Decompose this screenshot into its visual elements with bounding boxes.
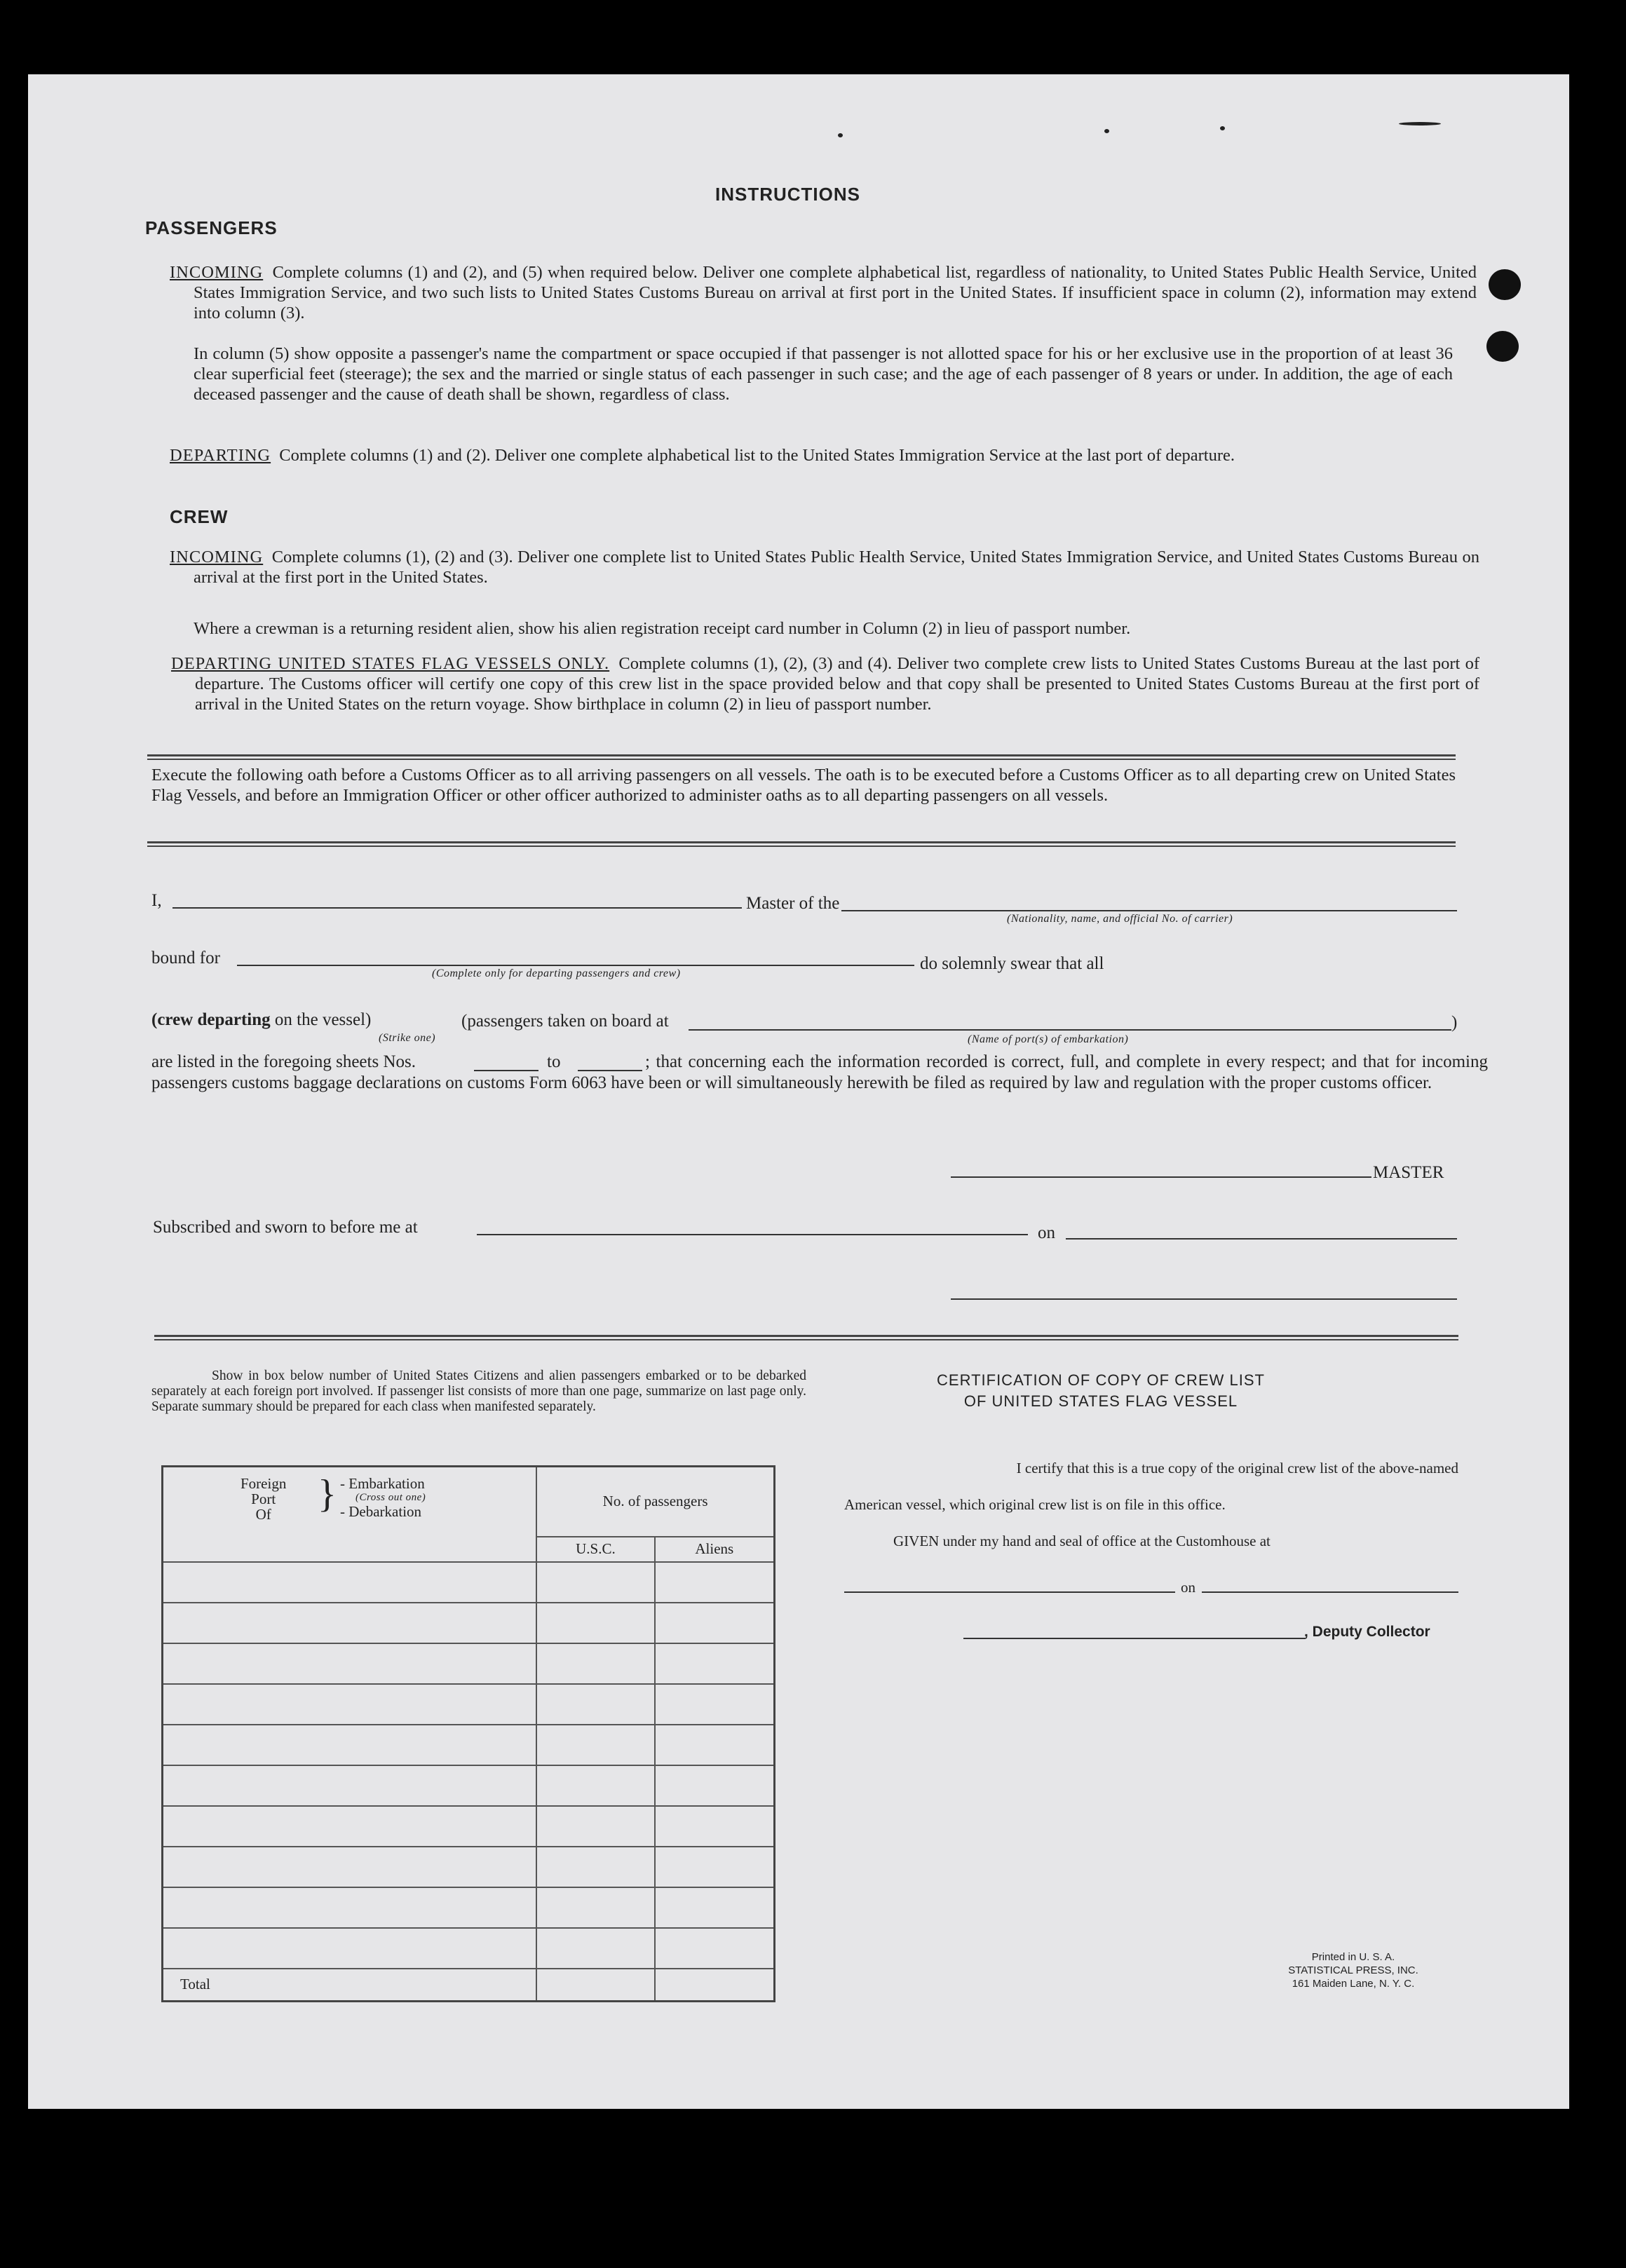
aliens-cell[interactable]: [655, 1684, 775, 1725]
port-cell[interactable]: [163, 1725, 537, 1765]
sworn-date-line[interactable]: [1066, 1238, 1457, 1240]
usc-cell[interactable]: [536, 1887, 654, 1928]
no-of-passengers-header: No. of passengers: [536, 1467, 774, 1537]
usc-header: U.S.C.: [536, 1537, 654, 1562]
departing-label: DEPARTING: [170, 446, 271, 465]
divider: [154, 1339, 1458, 1340]
speck: [838, 133, 843, 137]
master-of-the: Master of the: [746, 894, 840, 913]
aliens-cell[interactable]: [655, 1847, 775, 1887]
officer-signature-line[interactable]: [951, 1298, 1457, 1300]
passengers-column5: In column (5) show opposite a passenger's name the compartment or space occupied if that passenger is not allotted space for his or her exclusive use in the proportion of at least 36 clear superficial feet (steerage); the sex and the married or single status of each passenger in such case; and the age of each passenger of 8 years or under. In addition, the age of each deceased passenger and the cause of death shall be shown, regardless of class.: [194, 344, 1453, 404]
table-row: [163, 1765, 775, 1806]
certify-2: American vessel, which original crew list is on file in this office.: [844, 1496, 1226, 1513]
bound-caption: (Complete only for departing passengers and crew): [432, 967, 681, 979]
crew-departing-label: DEPARTING UNITED STATES FLAG VESSELS ONLY.: [171, 654, 610, 673]
certification-on: on: [1181, 1579, 1195, 1596]
printer-line-3: 161 Maiden Lane, N. Y. C.: [1292, 1978, 1415, 1990]
usc-cell[interactable]: [536, 1928, 654, 1969]
port-cell[interactable]: [163, 1562, 537, 1603]
crew-departing: [171, 653, 1479, 714]
punch-hole: [1489, 269, 1521, 300]
crew-incoming-label: INCOMING: [170, 548, 264, 566]
foreign-label: Foreign: [240, 1475, 287, 1492]
deputy-signature-line[interactable]: [963, 1638, 1306, 1639]
total-label: Total: [163, 1969, 537, 2002]
port-header-cell: [163, 1467, 537, 1562]
port-cell[interactable]: [163, 1806, 537, 1847]
subscribed-text: Subscribed and sworn to before me at: [153, 1218, 418, 1237]
printer-line-2: STATISTICAL PRESS, INC.: [1288, 1964, 1418, 1976]
crew-incoming: [170, 547, 1479, 588]
punch-hole: [1486, 331, 1519, 362]
debarkation-label: - Debarkation: [340, 1503, 422, 1520]
passengers-heading: PASSENGERS: [145, 217, 278, 238]
listed-to: to: [547, 1052, 561, 1071]
summary-instructions: Show in box below number of United States Citizens and alien passengers embarked or to be debarked separately at each foreign port involved. If passenger list consists of more than one page, summarize on last page only. Separate summary should be prepared for each class when manifested separately.: [151, 1369, 806, 1414]
swear-text: do solemnly swear that all: [920, 954, 1104, 973]
divider: [147, 841, 1456, 843]
departing-text: Complete columns (1) and (2). Deliver one complete alphabetical list to the United States Immigration Service at the last port of departure.: [279, 446, 1235, 465]
speck: [1220, 126, 1225, 130]
port-caption: (Name of port(s) of embarkation): [968, 1033, 1129, 1045]
table-row: [163, 1928, 775, 1969]
divider: [154, 1335, 1458, 1337]
aliens-header: Aliens: [655, 1537, 775, 1562]
aliens-cell[interactable]: [655, 1887, 775, 1928]
certification-title: [883, 1370, 1318, 1412]
table-row: [163, 1562, 775, 1603]
aliens-cell[interactable]: [655, 1603, 775, 1643]
aliens-cell[interactable]: [655, 1806, 775, 1847]
of-label: Of: [255, 1506, 271, 1523]
port-cell[interactable]: [163, 1928, 537, 1969]
carrier-line[interactable]: [841, 910, 1457, 911]
table-row: [163, 1603, 775, 1643]
table-row: [163, 1684, 775, 1725]
carrier-caption: (Nationality, name, and official No. of carrier): [1007, 913, 1233, 925]
table-row: [163, 1643, 775, 1684]
port-line[interactable]: [689, 1029, 1451, 1031]
divider: [147, 759, 1456, 760]
certify-1: I certify that this is a true copy of the original crew list of the above-named: [1016, 1460, 1458, 1476]
aliens-cell[interactable]: [655, 1928, 775, 1969]
passengers-taken: (passengers taken on board at: [461, 1012, 669, 1031]
divider: [147, 846, 1456, 847]
given-text: GIVEN under my hand and seal of office at the Customhouse at: [893, 1533, 1271, 1549]
instructions-title: INSTRUCTIONS: [715, 184, 860, 205]
certification-date-line[interactable]: [1202, 1591, 1458, 1593]
incoming-label: INCOMING: [170, 263, 264, 282]
crew-heading: CREW: [170, 506, 229, 527]
crew-incoming-text: Complete columns (1), (2) and (3). Deliver one complete list to United States Public Health Service, United States Immigration Service, and United States Customs Bureau on arrival at the first port in the United States.: [194, 548, 1480, 587]
usc-cell[interactable]: [536, 1847, 654, 1887]
speck: [1104, 129, 1109, 133]
customhouse-line[interactable]: [844, 1591, 1175, 1593]
port-label: Port: [251, 1491, 276, 1507]
crew-departing-text: (crew departing: [151, 1010, 271, 1029]
port-cell[interactable]: [163, 1887, 537, 1928]
deputy-collector: , Deputy Collector: [1304, 1624, 1430, 1640]
usc-total-cell[interactable]: [536, 1969, 654, 2002]
bound-for: bound for: [151, 949, 220, 967]
master-name-line[interactable]: [172, 907, 742, 909]
cross-out-caption: (Cross out one): [355, 1492, 426, 1503]
printer-line-1: Printed in U. S. A.: [1311, 1951, 1395, 1963]
port-cell[interactable]: [163, 1643, 537, 1684]
port-cell[interactable]: [163, 1847, 537, 1887]
strike-caption: (Strike one): [379, 1032, 436, 1044]
aliens-cell[interactable]: [655, 1765, 775, 1806]
crew-resident: Where a crewman is a returning resident alien, show his alien registration receipt card number in Column (2) in lieu of passport number.: [194, 619, 1131, 638]
close-paren: ): [1451, 1013, 1458, 1032]
sworn-place-line[interactable]: [477, 1234, 1028, 1235]
master-label: MASTER: [1373, 1163, 1444, 1182]
oath-instructions: Execute the following oath before a Customs Officer as to all arriving passengers on all vessels. The oath is to be executed before a Customs Officer as to all departing crew on United States Flag Vessels, and before an Immigration Officer or other officer authorized to administer oaths as to all departing passengers on all vessels.: [151, 766, 1456, 805]
aliens-cell[interactable]: [655, 1643, 775, 1684]
usc-cell[interactable]: [536, 1806, 654, 1847]
bound-for-line[interactable]: [237, 965, 914, 966]
divider: [147, 754, 1456, 756]
usc-cell[interactable]: [536, 1684, 654, 1725]
sworn-on: on: [1038, 1223, 1055, 1242]
form-page: [28, 74, 1569, 2109]
aliens-total-cell[interactable]: [655, 1969, 775, 2002]
table-row: [163, 1887, 775, 1928]
certification-title-2: OF UNITED STATES FLAG VESSEL: [963, 1392, 1238, 1410]
usc-cell[interactable]: [536, 1603, 654, 1643]
usc-cell[interactable]: [536, 1725, 654, 1765]
embarkation-options: [340, 1476, 426, 1519]
table-row: [163, 1847, 775, 1887]
listed-a: are listed in the foregoing sheets Nos.: [151, 1052, 416, 1071]
crew-departing-option: [151, 1010, 371, 1031]
certification-title-1: CERTIFICATION OF COPY OF CREW LIST: [937, 1371, 1265, 1389]
usc-cell[interactable]: [536, 1643, 654, 1684]
brace-icon: }: [318, 1472, 337, 1516]
table-row: [163, 1806, 775, 1847]
on-the-vessel-text: on the vessel): [274, 1010, 372, 1029]
passenger-summary-table: [161, 1465, 775, 2002]
foreign-port-of: [240, 1476, 286, 1522]
printer-imprint: [1248, 1950, 1458, 1990]
table-row: [163, 1725, 775, 1765]
total-row: [163, 1969, 775, 2002]
embarkation-label: - Embarkation: [340, 1475, 425, 1492]
usc-cell[interactable]: [536, 1765, 654, 1806]
passengers-incoming: [170, 262, 1477, 323]
usc-cell[interactable]: [536, 1562, 654, 1603]
incoming-text: Complete columns (1) and (2), and (5) when required below. Deliver one complete alphabetical list, regardless of nationality, to United States Public Health Service, United States Immigration Service, and two such lists to United States Customs Bureau on arrival at first port in the United States. If insufficient space in column (2), information may extend into column (3).: [194, 263, 1477, 322]
aliens-cell[interactable]: [655, 1725, 775, 1765]
listed-b: ; that concerning each the information recorded is correct, full, and complete in every respect; and that for incoming passengers customs baggage declarations on customs Form 6063 have been or will simultaneously herewith be filed as required by law and regulation with the proper customs officer.: [151, 1052, 1488, 1092]
master-signature-line[interactable]: [951, 1176, 1371, 1178]
speck: [1399, 122, 1441, 125]
passengers-departing: [170, 445, 1477, 466]
oath-i: I,: [151, 891, 162, 910]
port-cell[interactable]: [163, 1684, 537, 1725]
port-cell[interactable]: [163, 1765, 537, 1806]
port-cell[interactable]: [163, 1603, 537, 1643]
aliens-cell[interactable]: [655, 1562, 775, 1603]
crew-departing-text: Complete columns (1), (2), (3) and (4). Deliver two complete crew lists to United States Customs Bureau at the last port of departure. The Customs officer will certify one copy of this crew list in the space provided below and that copy shall be presented to United States Customs Bureau at the first port of arrival in the United States on the return voyage. Show birthplace in column (2) in lieu of passport number.: [195, 654, 1479, 714]
